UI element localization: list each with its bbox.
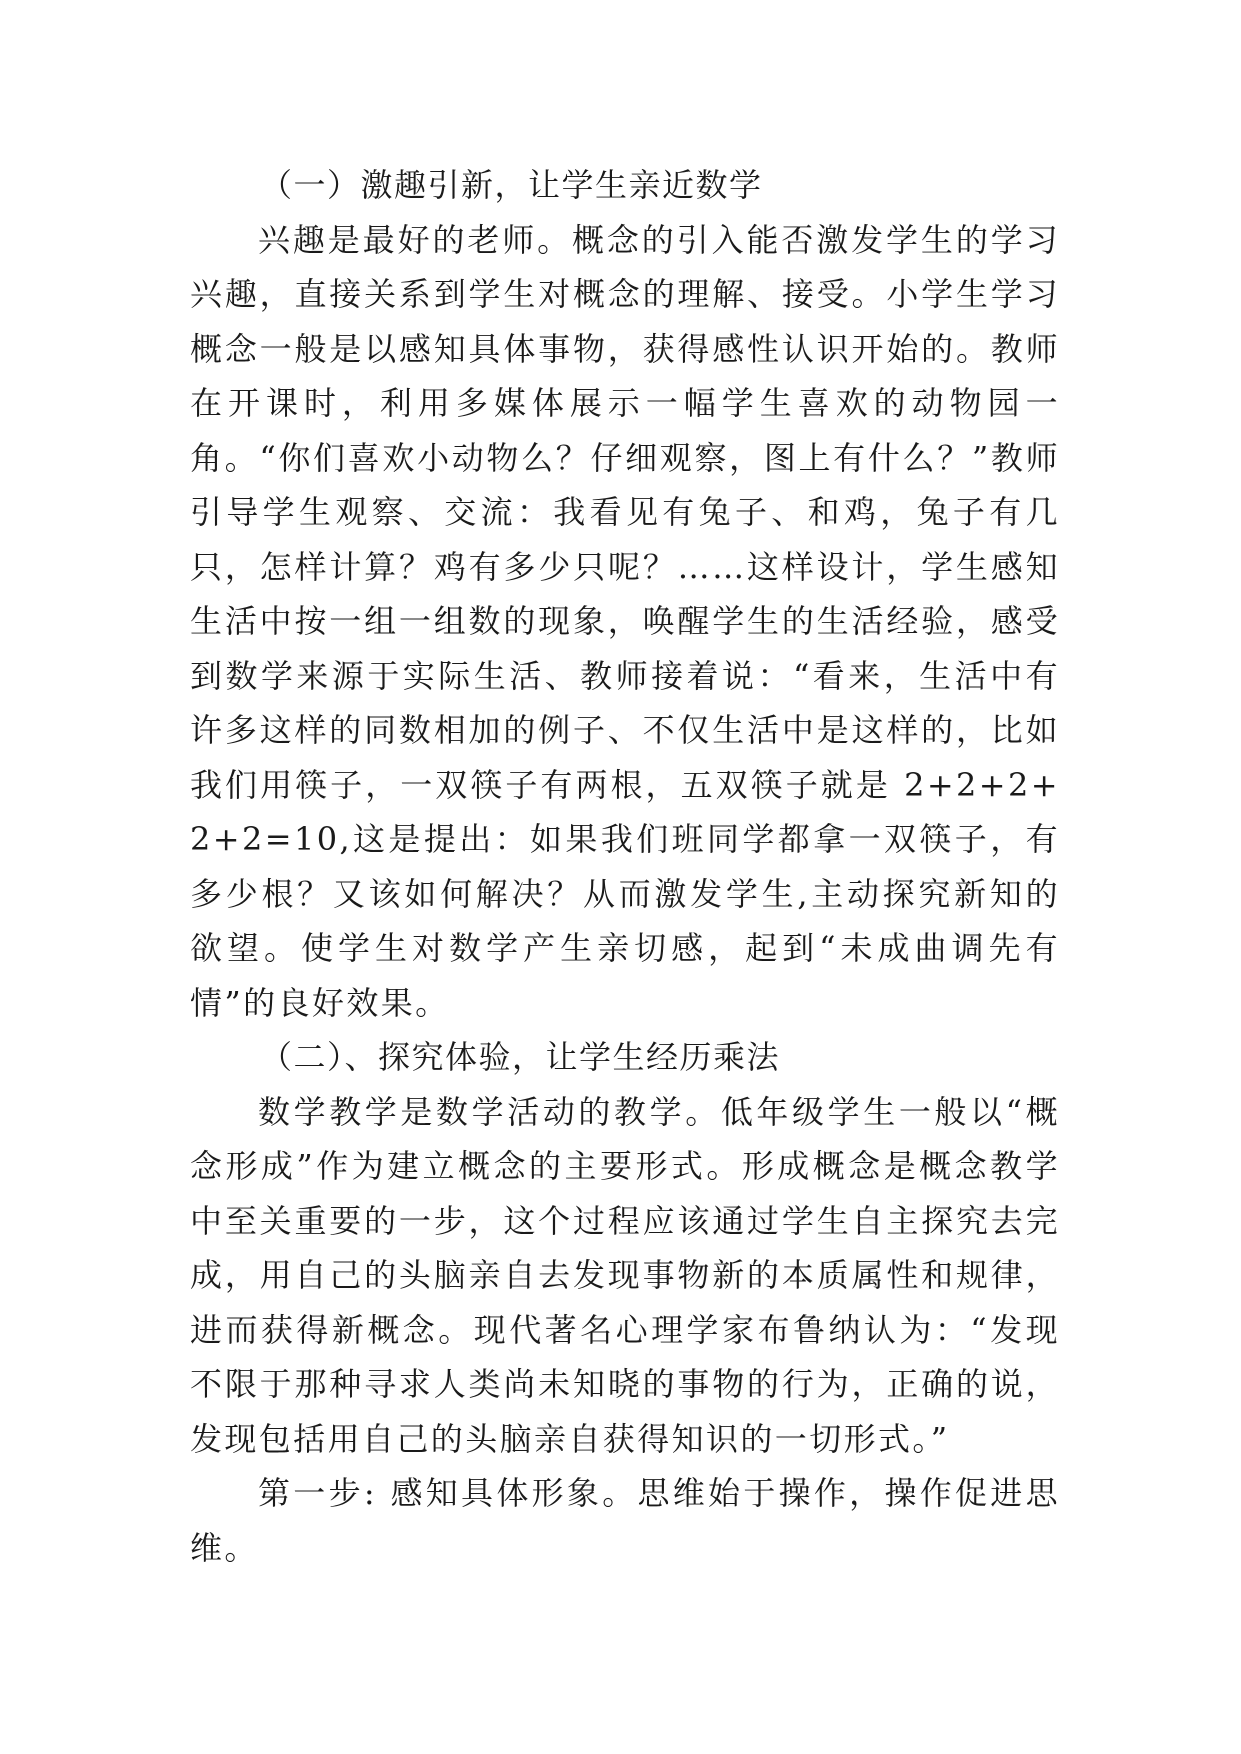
document-body [190,158,1060,1575]
section-heading-2: （二）、探究体验，让学生经历乘法 [260,1038,781,1076]
section-heading-1: （一）激趣引新，让学生亲近数学 [260,166,763,204]
paragraph-2: 数学教学是数学活动的教学。低年级学生一般以“概念形成”作为建立概念的主要形式。形成概念是概念教学中至关重要的一步，这个过程应该通过学生自主探究去完成，用自己的头脑亲自去发现事物新的本质属性和规律，进而获得新概念。现代著名心理学家布鲁纳认为：“发现不限于那种寻求人类尚未知晓的事物的行为，正确的说，发现包括用自己的头脑亲自获得知识的一切形式。” [190,1092,1060,1458]
paragraph-3: 第一步: 感知具体形象。思维始于操作，操作促进思维。 [190,1474,1060,1567]
paragraph-1: 兴趣是最好的老师。概念的引入能否激发学生的学习兴趣，直接关系到学生对概念的理解、接受。小学生学习概念一般是以感知具体事物，获得感性认识开始的。教师在开课时，利用多媒体展示一幅学生喜欢的动物园一角。“你们喜欢小动物么？仔细观察，图上有什么？”教师引导学生观察、交流：我看见有兔子、和鸡，兔子有几只，怎样计算？鸡有多少只呢？……这样设计，学生感知生活中按一组一组数的现象，唤醒学生的生活经验，感受到数学来源于实际生活、教师接着说：“看来，生活中有许多这样的同数相加的例子、不仅生活中是这样的，比如我们用筷子，一双筷子有两根，五双筷子就是 2+2+2+2+2=10,这是提出：如果我们班同学都拿一双筷子，有多少根？又该如何解决？从而激发学生,主动探究新知的欲望。使学生对数学产生亲切感，起到“未成曲调先有情”的良好效果。 [190,220,1060,1022]
